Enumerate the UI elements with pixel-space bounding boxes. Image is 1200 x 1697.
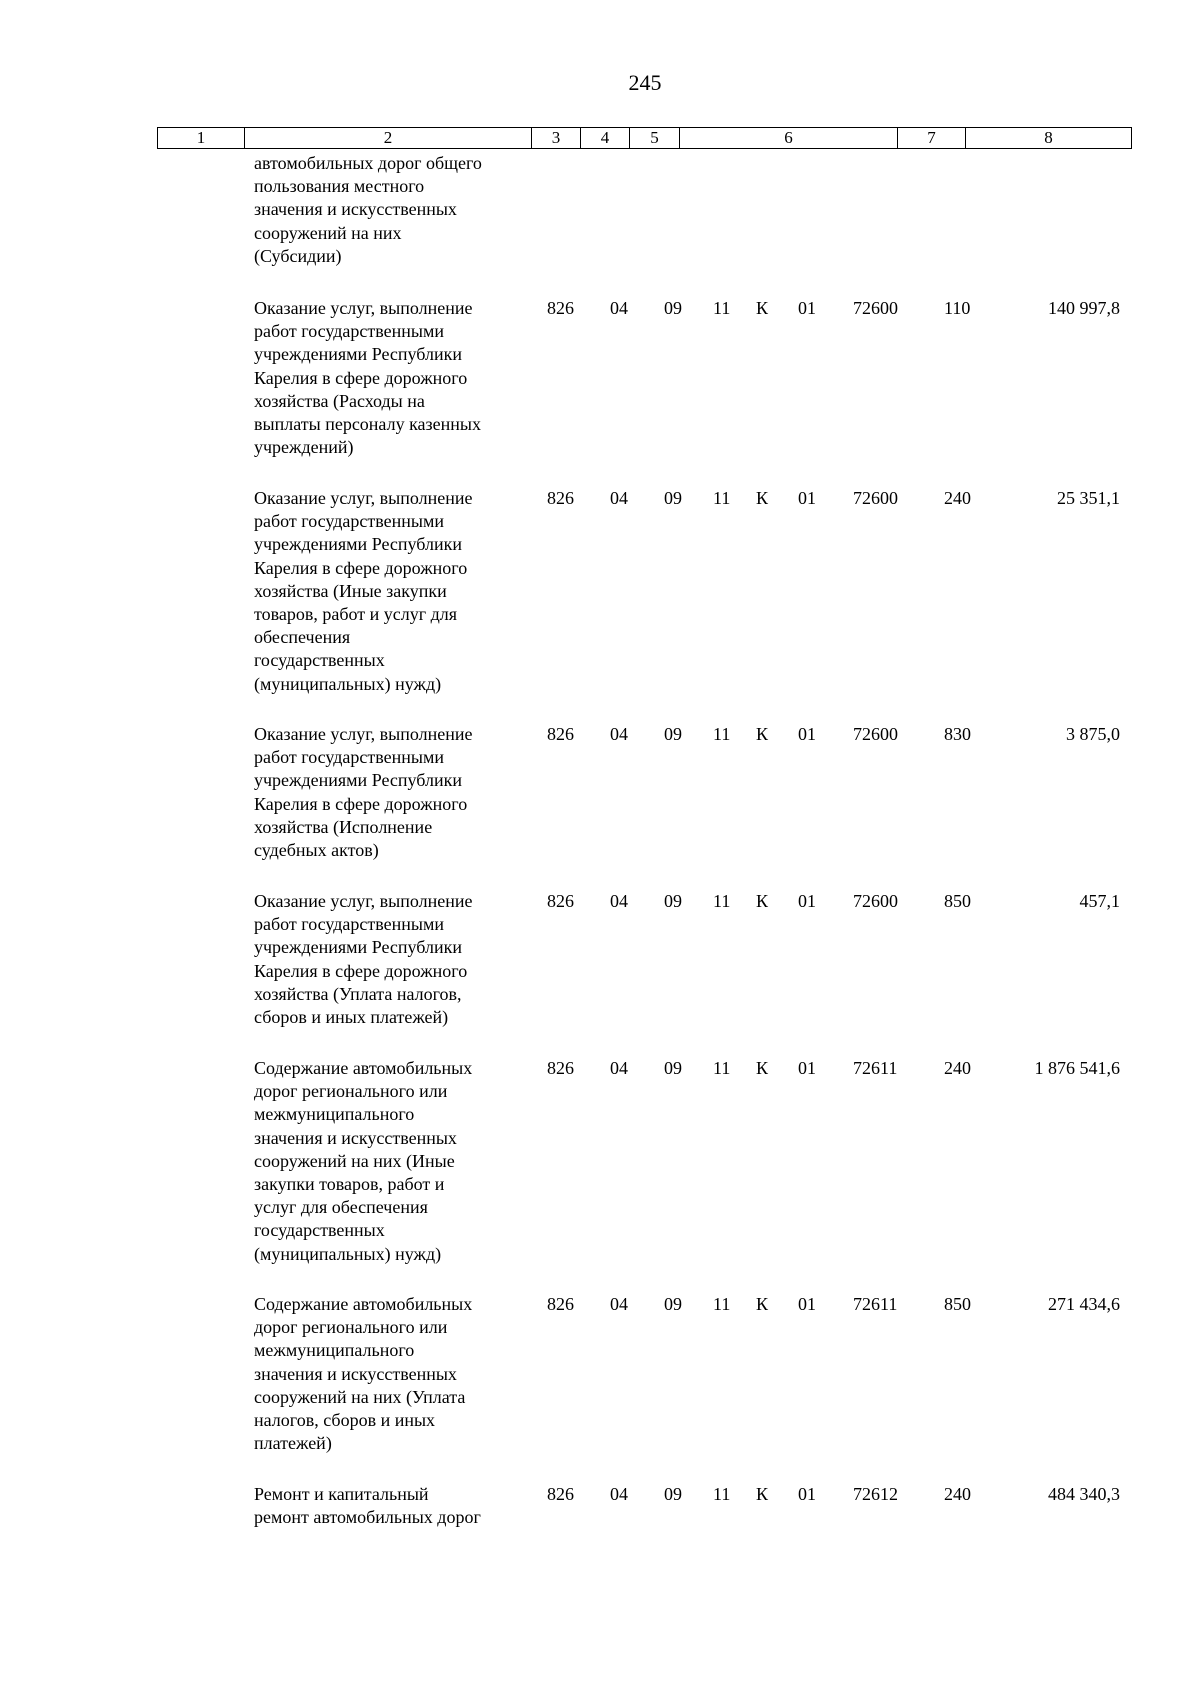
header-col-5: 5 bbox=[630, 128, 680, 148]
ministry-code: 826 bbox=[547, 724, 574, 744]
subsection-code: 09 bbox=[664, 891, 682, 911]
target-article-part: К bbox=[756, 724, 769, 744]
description-line: судебных актов) bbox=[254, 840, 379, 861]
ministry-code: 826 bbox=[547, 488, 574, 508]
target-article-part: 72611 bbox=[853, 1058, 898, 1078]
header-col-6: 6 bbox=[680, 128, 898, 148]
target-article-part: 01 bbox=[798, 488, 816, 508]
description-line: Оказание услуг, выполнение bbox=[254, 298, 473, 318]
subsection-code: 09 bbox=[664, 1484, 682, 1504]
row-description bbox=[254, 487, 524, 696]
description-line: межмуниципального bbox=[254, 1104, 415, 1125]
amount: 457,1 bbox=[1079, 891, 1120, 911]
description-line: услуг для обеспечения bbox=[254, 1197, 428, 1218]
section-code: 04 bbox=[610, 724, 628, 744]
expense-type-code: 240 bbox=[944, 488, 971, 508]
amount: 1 876 541,6 bbox=[1034, 1058, 1120, 1078]
header-col-2: 2 bbox=[245, 128, 532, 148]
description-line: Содержание автомобильных bbox=[254, 1058, 473, 1078]
amount: 25 351,1 bbox=[1057, 488, 1120, 508]
expense-type-code: 850 bbox=[944, 1294, 971, 1314]
amount: 271 434,6 bbox=[1048, 1294, 1120, 1314]
expense-type-code: 110 bbox=[944, 298, 971, 318]
expense-type-code: 830 bbox=[944, 724, 971, 744]
ministry-code: 826 bbox=[547, 891, 574, 911]
header-col-3: 3 bbox=[532, 128, 581, 148]
description-line: товаров, работ и услуг для bbox=[254, 604, 458, 625]
header-col-1: 1 bbox=[158, 128, 245, 148]
description-line: (Субсидии) bbox=[254, 245, 342, 266]
target-article-part: 72600 bbox=[853, 724, 898, 744]
subsection-code: 09 bbox=[664, 488, 682, 508]
description-line: учреждениями Республики bbox=[254, 534, 462, 555]
description-line: Карелия в сфере дорожного bbox=[254, 793, 468, 814]
section-code: 04 bbox=[610, 1294, 628, 1314]
target-article-part: 11 bbox=[713, 724, 731, 744]
description-line: Карелия в сфере дорожного bbox=[254, 557, 468, 578]
description-line: хозяйства (Уплата налогов, bbox=[254, 983, 462, 1004]
amount: 3 875,0 bbox=[1066, 724, 1120, 744]
target-article-part: К bbox=[756, 1484, 769, 1504]
target-article-part: 11 bbox=[713, 1484, 731, 1504]
description-line: учреждениями Республики bbox=[254, 937, 462, 958]
expense-type-code: 850 bbox=[944, 891, 971, 911]
section-code: 04 bbox=[610, 1484, 628, 1504]
target-article-part: 11 bbox=[713, 298, 731, 318]
description-line: хозяйства (Исполнение bbox=[254, 816, 433, 837]
target-article-part: 72600 bbox=[853, 488, 898, 508]
continuation-description bbox=[254, 152, 524, 268]
row-description bbox=[254, 297, 524, 459]
target-article-part: К bbox=[756, 298, 769, 318]
target-article-part: 11 bbox=[713, 1058, 731, 1078]
subsection-code: 09 bbox=[664, 1058, 682, 1078]
description-line: пользования местного bbox=[254, 176, 425, 197]
ministry-code: 826 bbox=[547, 1484, 574, 1504]
section-code: 04 bbox=[610, 298, 628, 318]
description-line: значения и искусственных bbox=[254, 1127, 457, 1148]
description-line: государственных bbox=[254, 1220, 385, 1241]
description-line: работ государственными bbox=[254, 511, 445, 532]
target-article-part: 01 bbox=[798, 724, 816, 744]
subsection-code: 09 bbox=[664, 724, 682, 744]
description-line: дорог регионального или bbox=[254, 1081, 448, 1102]
section-code: 04 bbox=[610, 1058, 628, 1078]
description-line: государственных bbox=[254, 650, 385, 671]
description-line: платежей) bbox=[254, 1433, 332, 1454]
description-line: работ государственными bbox=[254, 321, 445, 342]
description-line: Ремонт и капитальный bbox=[254, 1484, 429, 1504]
description-line: Оказание услуг, выполнение bbox=[254, 891, 473, 911]
header-col-7: 7 bbox=[898, 128, 966, 148]
description-line: межмуниципального bbox=[254, 1340, 415, 1361]
description-line: сооружений на них (Иные bbox=[254, 1150, 455, 1171]
page-number: 245 bbox=[628, 70, 662, 95]
ministry-code: 826 bbox=[547, 298, 574, 318]
row-description bbox=[254, 890, 524, 1029]
target-article-part: 72611 bbox=[853, 1294, 898, 1314]
target-article-part: К bbox=[756, 488, 769, 508]
description-line: Карелия в сфере дорожного bbox=[254, 367, 468, 388]
target-article-part: 72600 bbox=[853, 298, 898, 318]
description-line: хозяйства (Расходы на bbox=[254, 390, 425, 411]
description-line: дорог регионального или bbox=[254, 1317, 448, 1338]
ministry-code: 826 bbox=[547, 1294, 574, 1314]
description-line: работ государственными bbox=[254, 747, 445, 768]
description-line: (муниципальных) нужд) bbox=[254, 673, 442, 694]
description-line: значения и искусственных bbox=[254, 1363, 457, 1384]
section-code: 04 bbox=[610, 891, 628, 911]
table-header bbox=[157, 127, 1132, 149]
target-article-part: 11 bbox=[713, 488, 731, 508]
description-line: выплаты персоналу казенных bbox=[254, 414, 481, 435]
description-line: хозяйства (Иные закупки bbox=[254, 580, 447, 601]
description-line: налогов, сборов и иных bbox=[254, 1410, 436, 1431]
target-article-part: 01 bbox=[798, 1058, 816, 1078]
description-line: учреждений) bbox=[254, 437, 354, 458]
target-article-part: 72600 bbox=[853, 891, 898, 911]
amount: 484 340,3 bbox=[1048, 1484, 1120, 1504]
description-line: Карелия в сфере дорожного bbox=[254, 960, 468, 981]
header-col-8: 8 bbox=[1044, 128, 1053, 147]
section-code: 04 bbox=[610, 488, 628, 508]
target-article-part: К bbox=[756, 891, 769, 911]
header-col-4: 4 bbox=[581, 128, 630, 148]
expense-type-code: 240 bbox=[944, 1484, 971, 1504]
description-line: сборов и иных платежей) bbox=[254, 1007, 449, 1028]
amount: 140 997,8 bbox=[1048, 298, 1120, 318]
row-description bbox=[254, 1483, 524, 1529]
target-article-part: 72612 bbox=[853, 1484, 898, 1504]
subsection-code: 09 bbox=[664, 298, 682, 318]
description-line: работ государственными bbox=[254, 914, 445, 935]
description-line: сооружений на них (Уплата bbox=[254, 1386, 466, 1407]
target-article-part: 01 bbox=[798, 1484, 816, 1504]
description-line: (муниципальных) нужд) bbox=[254, 1243, 442, 1264]
target-article-part: 11 bbox=[713, 891, 731, 911]
description-line: сооружений на них bbox=[254, 222, 402, 243]
target-article-part: 01 bbox=[798, 1294, 816, 1314]
description-line: учреждениями Республики bbox=[254, 344, 462, 365]
description-line: Оказание услуг, выполнение bbox=[254, 724, 473, 744]
target-article-part: 01 bbox=[798, 891, 816, 911]
target-article-part: К bbox=[756, 1294, 769, 1314]
subsection-code: 09 bbox=[664, 1294, 682, 1314]
row-description bbox=[254, 723, 524, 862]
target-article-part: 01 bbox=[798, 298, 816, 318]
description-line: автомобильных дорог общего bbox=[254, 153, 482, 173]
description-line: учреждениями Республики bbox=[254, 770, 462, 791]
description-line: значения и искусственных bbox=[254, 199, 457, 220]
description-line: Содержание автомобильных bbox=[254, 1294, 473, 1314]
description-line: обеспечения bbox=[254, 627, 351, 648]
target-article-part: 11 bbox=[713, 1294, 731, 1314]
description-line: закупки товаров, работ и bbox=[254, 1174, 445, 1195]
row-description bbox=[254, 1293, 524, 1455]
row-description bbox=[254, 1057, 524, 1266]
expense-type-code: 240 bbox=[944, 1058, 971, 1078]
target-article-part: К bbox=[756, 1058, 769, 1078]
ministry-code: 826 bbox=[547, 1058, 574, 1078]
description-line: Оказание услуг, выполнение bbox=[254, 488, 473, 508]
description-line: ремонт автомобильных дорог bbox=[254, 1507, 481, 1528]
